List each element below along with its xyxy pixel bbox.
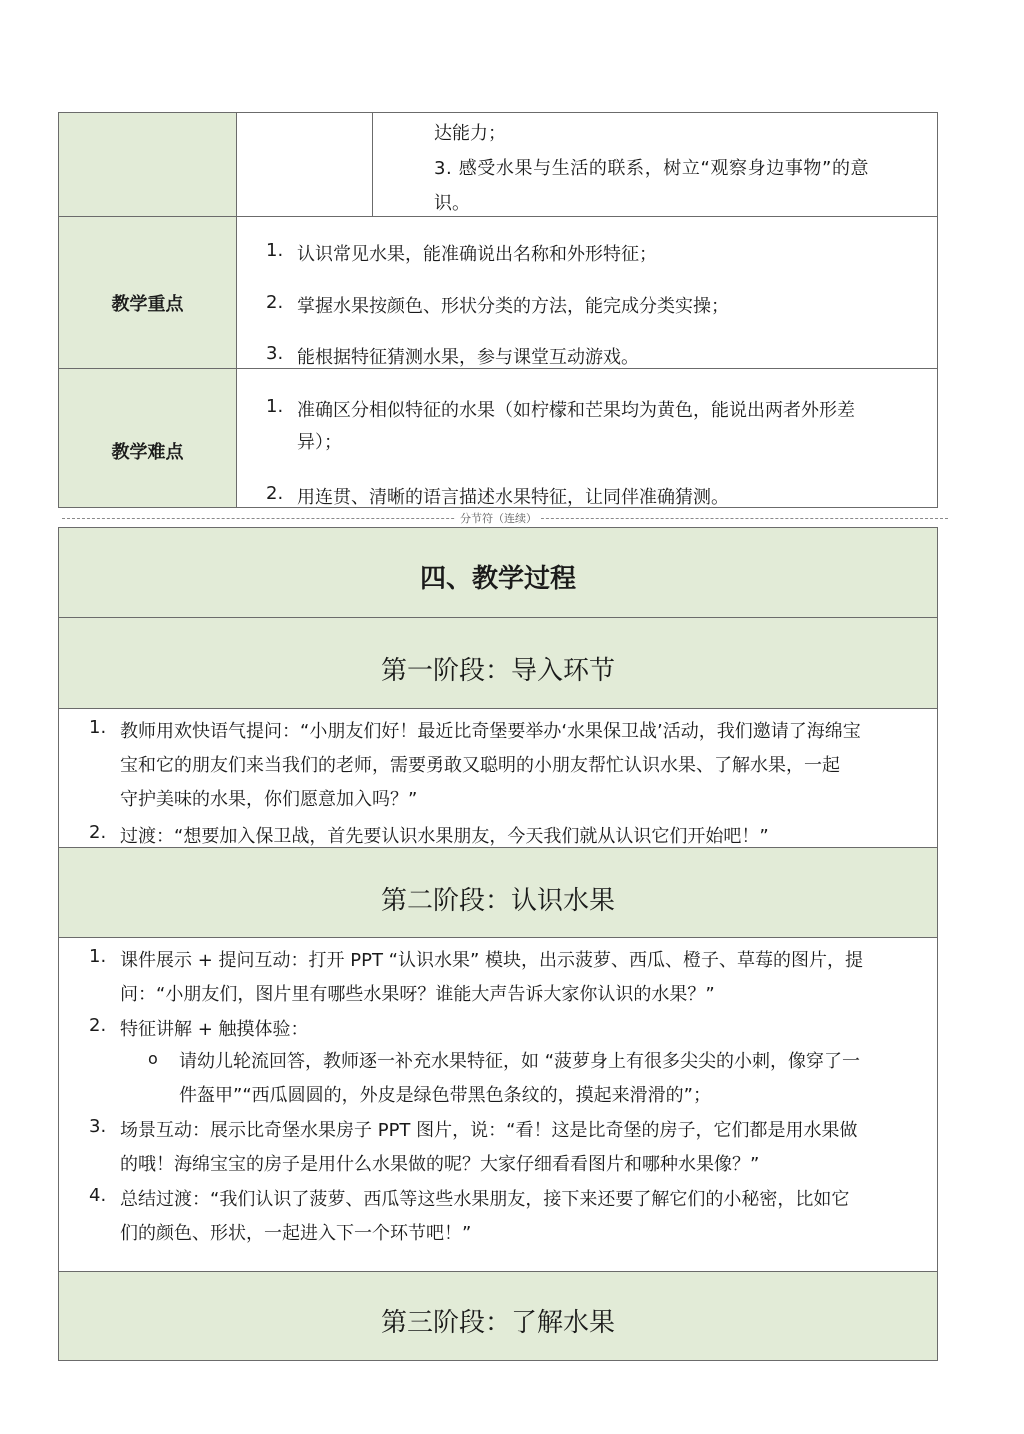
objective-item-3: 3. 感受水果与生活的联系，树立“观察身边事物”的意 (434, 158, 870, 179)
stage2-item-4-cont: 们的颜色、形状，一起进入下一个环节吧！” (120, 1223, 472, 1244)
key-point-3-number: 3. (266, 343, 284, 364)
process-title: 四、教学过程 (419, 564, 576, 594)
difficulty-1: 准确区分相似特征的水果（如柠檬和芒果均为黄色，能说出两者外形差 (297, 400, 855, 421)
stage1-item-2: 过渡：“想要加入保卫战，首先要认识水果朋友，今天我们就从认识它们开始吧！” (120, 826, 769, 847)
key-point-2: 掌握水果按颜色、形状分类的方法，能完成分类实操； (297, 296, 729, 317)
key-point-1-number: 1. (266, 240, 284, 261)
section-break-label: 分节符（连续） (456, 510, 541, 526)
stage2-subitem-cont: 件盔甲”“西瓜圆圆的，外皮是绿色带黑色条纹的，摸起来滑滑的”； (179, 1085, 711, 1106)
stage1-item-1: 教师用欢快语气提问：“小朋友们好！最近比奇堡要举办‘水果保卫战’活动，我们邀请了海绵宝 (120, 721, 861, 742)
difficulty-2-number: 2. (266, 483, 284, 504)
stage2-item-4-number: 4. (89, 1185, 107, 1206)
stage2-item-3: 场景互动：展示比奇堡水果房子 PPT 图片，说：“看！这是比奇堡的房子，它们都是用水果做 (120, 1120, 858, 1141)
stage2-item-1-cont: 问：“小朋友们，图片里有哪些水果呀？谁能大声告诉大家你认识的水果？” (120, 984, 715, 1005)
stage1-item-2-number: 2. (89, 822, 107, 843)
difficulty-1-cont: 异）； (297, 432, 342, 453)
stage2-item-4: 总结过渡：“我们认识了菠萝、西瓜等这些水果朋友，接下来还要了解它们的小秘密，比如它 (120, 1189, 850, 1210)
stage2-subitem: 请幼儿轮流回答，教师逐一补充水果特征，如 “菠萝身上有很多尖尖的小刺，像穿了一 (179, 1051, 861, 1072)
stage2-item-2-number: 2. (89, 1015, 107, 1036)
difficulties-label: 教学难点 (111, 442, 184, 463)
key-point-3: 能根据特征猜测水果，参与课堂互动游戏。 (297, 347, 639, 368)
process-table (58, 527, 938, 1361)
stage2-title: 第二阶段：认识水果 (380, 886, 615, 916)
difficulty-2: 用连贯、清晰的语言描述水果特征，让同伴准确猜测。 (297, 487, 729, 508)
stage2-item-1: 课件展示 + 提问互动：打开 PPT “认识水果” 模块，出示菠萝、西瓜、橙子、草莓的图片，提 (120, 950, 864, 971)
stage2-item-3-number: 3. (89, 1116, 107, 1137)
stage1-item-1-cont2: 守护美味的水果，你们愿意加入吗？” (120, 789, 418, 810)
stage1-title: 第一阶段：导入环节 (380, 656, 615, 686)
stage1-item-1-number: 1. (89, 717, 107, 738)
objective-continuation: 达能力； (434, 123, 506, 144)
difficulty-1-number: 1. (266, 396, 284, 417)
key-point-1: 认识常见水果，能准确说出名称和外形特征； (297, 244, 657, 265)
key-point-2-number: 2. (266, 292, 284, 313)
objectives-table (58, 112, 938, 508)
objective-item-3-cont: 识。 (434, 193, 470, 214)
stage2-subitem-bullet: o (148, 1049, 158, 1068)
stage2-item-3-cont: 的哦！海绵宝宝的房子是用什么水果做的呢？大家仔细看看图片和哪种水果像？” (120, 1154, 760, 1175)
stage2-item-1-number: 1. (89, 946, 107, 967)
stage1-item-1-cont: 宝和它的朋友们来当我们的老师，需要勇敢又聪明的小朋友帮忙认识水果、了解水果，一起 (120, 755, 840, 776)
stage3-title: 第三阶段：了解水果 (380, 1308, 615, 1338)
key-points-label: 教学重点 (111, 294, 184, 315)
stage2-item-2: 特征讲解 + 触摸体验： (120, 1019, 309, 1040)
